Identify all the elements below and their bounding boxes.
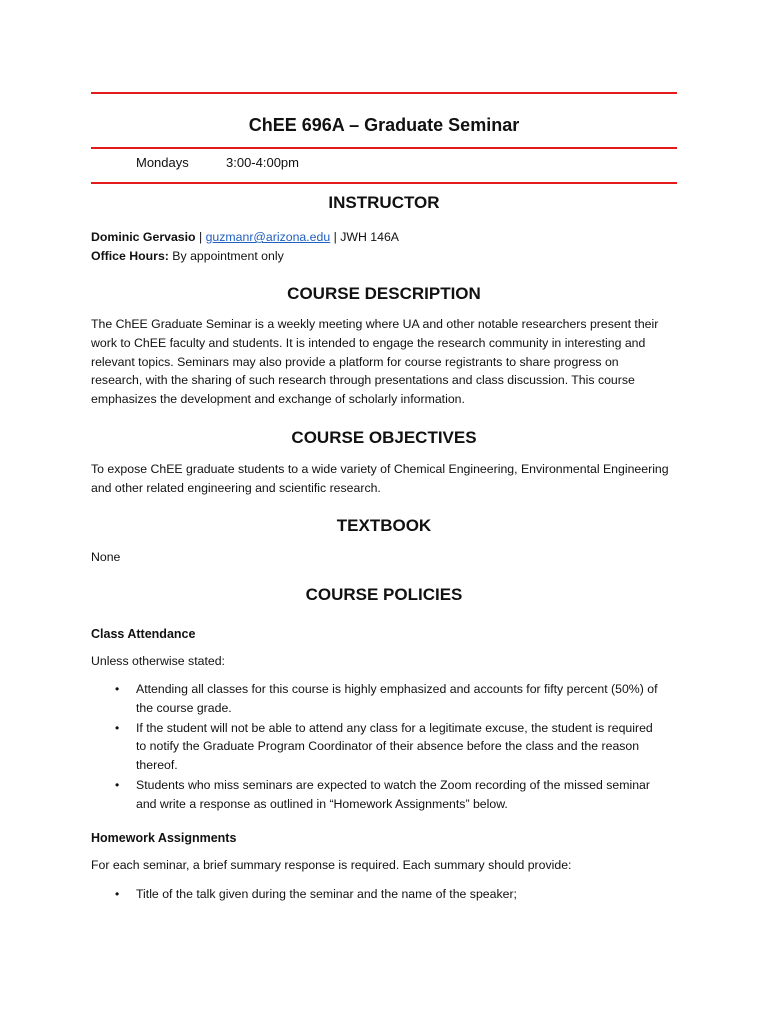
list-item-text: If the student will not be able to attend any class for a legitimate excuse, the student is required [136,720,653,735]
homework-title: Homework Assignments [91,831,237,845]
homework-list [91,885,691,904]
textbook-value: None [91,550,121,564]
instructor-name: Dominic Gervasio [91,230,196,244]
attendance-title: Class Attendance [91,627,196,641]
top-rule [91,92,677,94]
objectives-line: To expose ChEE graduate students to a wide variety of Chemical Engineering, Environmental Engineering [91,462,669,476]
list-item-text: Students who miss seminars are expected to watch the Zoom recording of the missed seminar [136,777,650,792]
list-item [91,776,691,814]
separator: | [195,230,206,244]
office-location: | JWH 146A [330,230,399,244]
schedule-day: Mondays [136,155,189,170]
list-item [91,680,691,718]
bullet-icon: • [115,682,120,696]
schedule-time: 3:00-4:00pm [226,155,299,170]
list-item [91,719,691,775]
list-item-text: and write a response as outlined in “Homework Assignments” below. [136,796,508,811]
attendance-intro: Unless otherwise stated: [91,654,225,668]
instructor-contact [91,228,681,266]
bullet-icon: • [115,777,120,792]
description-text [91,315,681,409]
policies-heading: COURSE POLICIES [305,585,463,604]
list-item-text: thereof. [136,758,178,773]
list-item [91,885,691,904]
description-line: work to ChEE faculty and students. It is intended to engage the research community in interesting and [91,335,646,350]
instructor-heading: INSTRUCTOR [328,193,440,212]
description-line: emphasizes the development and exchange of scholarly information. [91,392,465,407]
homework-intro: For each seminar, a brief summary response is required. Each summary should provide: [91,858,572,872]
page-title: ChEE 696A – Graduate Seminar [248,115,520,135]
office-hours-label: Office Hours: [91,248,169,263]
list-item-text: Title of the talk given during the seminar and the name of the speaker; [136,887,517,901]
objectives-text [91,460,681,498]
list-item-text: to notify the Graduate Program Coordinator of their absence before the class and the reason [136,739,640,754]
instructor-email-link[interactable]: guzmanr@arizona.edu [205,230,331,244]
title-rule [91,147,677,149]
bullet-icon: • [115,720,120,735]
list-item-text: the course grade. [136,700,232,715]
bullet-icon: • [115,887,120,901]
description-heading: COURSE DESCRIPTION [287,284,481,303]
attendance-list [91,680,691,814]
office-hours-value: By appointment only [168,248,284,263]
description-line: research, with the sharing of such research through presentations and class discussion. This course [91,373,635,388]
list-item-text: Attending all classes for this course is highly emphasized and accounts for fifty percent (50%) of [136,682,658,696]
description-line: The ChEE Graduate Seminar is a weekly meeting where UA and other notable researchers present their [91,317,659,331]
description-line: relevant topics. Seminars may also provide a platform for course registrants to share progress on [91,354,619,369]
objectives-heading: COURSE OBJECTIVES [291,428,477,447]
textbook-heading: TEXTBOOK [336,516,432,535]
objectives-line: and other related engineering and scientific research. [91,480,381,495]
schedule [136,154,299,172]
schedule-rule [91,182,677,184]
